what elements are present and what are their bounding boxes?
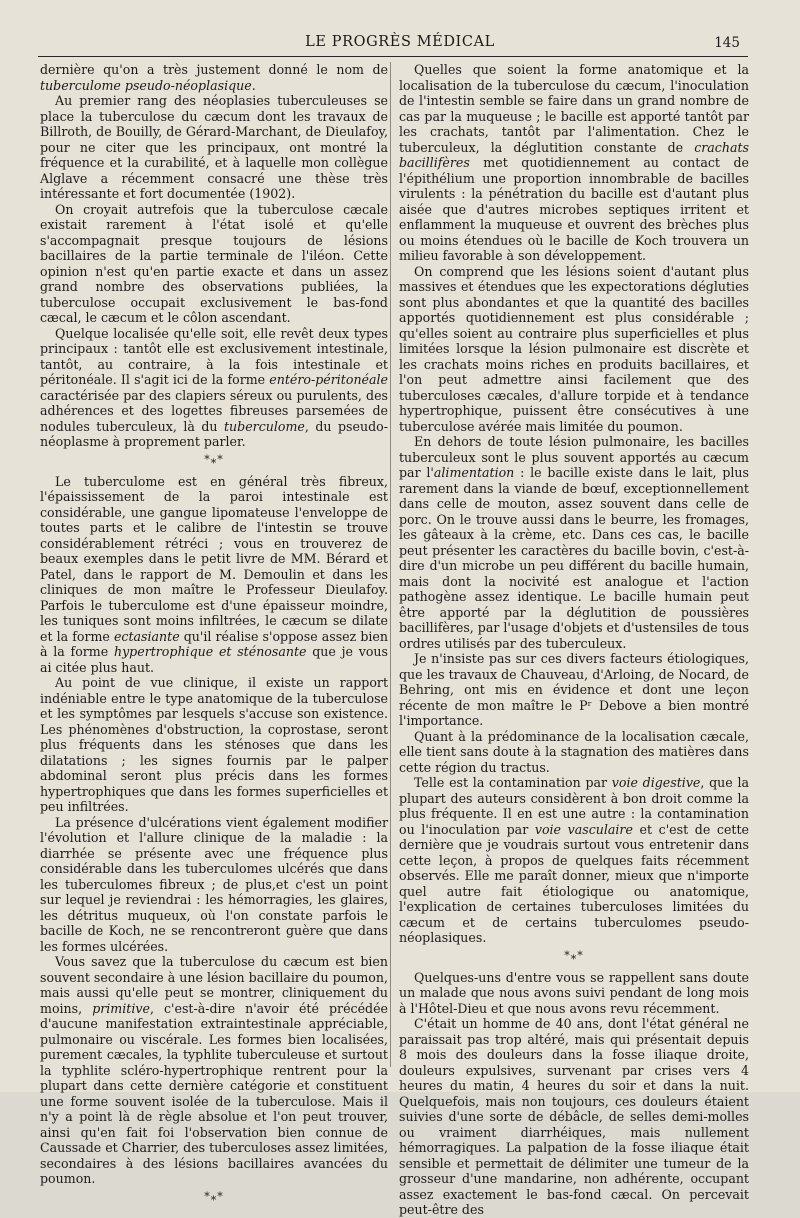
italic-term: crachats bacillifères bbox=[399, 139, 749, 170]
left-column bbox=[40, 62, 389, 1203]
right-column-paragraph: C'était un homme de 40 ans, dont l'état général ne paraissait pas trop altéré, mais qui présentait depuis 8 mois des douleurs dans la fosse iliaque droite, douleurs expulsives, survenant par crises vers 4 heures du matin, 4 heures du soir et dans la nuit. Quelquefois, mais non toujours, ces douleurs étaient suivies d'une sorte de débâcle, de selles demi-molles ou vraiment diarrhéiques, mais nullement hémorragiques. La palpation de la fosse iliaque était sensible et permettait de délimiter une tumeur de la grosseur d'une mandarine, non adhérente, occupant assez exactement le bas-fond cæcal. On percevait peut-être des bbox=[399, 1016, 749, 1217]
column-divider bbox=[390, 62, 391, 1067]
right-column-paragraph: Quant à la prédominance de la localisation cæcale, elle tient sans doute à la stagnation des matières dans cette région du tractus. bbox=[399, 728, 749, 775]
italic-term: entéro-péritonéale bbox=[269, 372, 388, 387]
journal-title: LE PROGRÈS MÉDICAL bbox=[305, 34, 495, 50]
right-column-paragraph: On comprend que les lésions soient d'autant plus massives et étendues que les expectorations dégluties sont plus abondantes et que la quantité des bacilles apportés quotidiennement est plus considérable ; qu'elles soient au contraire plus superficielles et plus limitées lorsque la lésion pulmonaire est discrète et les crachats moins riches en produits bacillaires, et l'on peut admettre ainsi facilement que des tuberculoses cæcales, d'allure torpide et à tendance hypertrophique, puissent être consécutives à une tuberculose avérée mais limitée du poumon. bbox=[399, 263, 749, 434]
italic-term: alimentation bbox=[433, 465, 515, 480]
left-column-paragraph: La présence d'ulcérations vient également modifier l'évolution et l'allure clinique de la maladie : la diarrhée se présente avec une fréquence plus considérable dans les tuberculomes ulcérés que dans les tuberculomes fibreux ; de plus,et c'est un point sur lequel je reviendrai : les hémorragies, les glaires, les détritus muqueux, où l'on constate parfois le bacille de Koch, ne se rencontreront guère que dans les formes ulcérées. bbox=[40, 814, 388, 954]
italic-term: tuberculome pseudo-néoplasique bbox=[40, 77, 252, 93]
page-number: 145 bbox=[714, 35, 740, 51]
right-column-paragraph: Quelques-uns d'entre vous se rappellent sans doute un malade que nous avons suivi pendant de long mois à l'Hôtel-Dieu et que nous avons revu récemment. bbox=[399, 969, 749, 1016]
left-column-paragraph: Au point de vue clinique, il existe un rapport indéniable entre le type anatomique de la tuberculose et les symptômes par lesquels s'accuse son existence. Les phénomènes d'obstruction, la coprostase, seront plus fréquents dans les sténoses que dans les dilatations ; les signes fournis par le palper abdominal seront plus précis dans les formes hypertrophiques que dans les formes superficielles et peu infiltrées. bbox=[40, 675, 388, 814]
left-column-paragraph: dernière qu'on a très justement donné le nom de tuberculome pseudo-néoplasique. bbox=[40, 62, 388, 93]
left-column-paragraph: Le tuberculome est en général très fibreux, l'épaississement de la paroi intestinale est considérable, une gangue lipomateuse l'enveloppe de toutes parts et le calibre de l'intestin se trouve considérablement rétréci ; vous en trouverez de beaux exemples dans le petit livre de MM. Bérard et Patel, dans le rapport de M. Demoulin et dans les cliniques de mon maître le Professeur Dieulafoy. Parfois le tuberculome est d'une épaisseur moindre, les tuniques sont moins infiltrées, le cæcum se dilate et la forme ectasiante qu'il réalise s'oppose assez bien à la forme hypertrophique et sténosante que je vous ai citée plus haut. bbox=[40, 473, 389, 675]
left-column-paragraph: Au premier rang des néoplasies tuberculeuses se place la tuberculose du cæcum dont les travaux de Billroth, de Bouilly, de Gérard-Marchant, de Dieulafoy, pour ne citer que les principaux, ont montré la fréquence et la curabilité, et à laquelle mon collègue Alglave a récemment consacré une thèse très intéressante et fort documentée (1902). bbox=[40, 93, 388, 201]
left-column-paragraph: On croyait autrefois que la tuberculose cæcale existait rarement à l'état isolé et qu'elle s'accompagnait presque toujours de lésions bacillaires de la partie terminale de l'iléon. Cette opinion n'est qu'en partie exacte et dans un assez grand nombre des observations publiées, la tuberculose occupait exclusivement le bas-fond cæcal, le cæcum et le côlon ascendant. bbox=[40, 201, 388, 325]
running-header bbox=[0, 30, 800, 54]
section-separator: *⁎* bbox=[204, 1189, 224, 1203]
italic-term: voie digestive bbox=[611, 775, 701, 790]
italic-term: primitive bbox=[92, 1000, 150, 1016]
right-column-paragraph: Quelles que soient la forme anatomique et la localisation de la tuberculose du cæcum, l'inoculation de l'intestin semble se faire dans un grand nombre de cas par la muqueuse ; le bacille est apporté tantôt par les crachats, tantôt par l'alimentation. Chez le tuberculeux, la déglutition constante de crachats bacillifères met quotidiennement au contact de l'épithélium une proportion innombrable de bacilles virulents : la pénétration du bacille est d'autant plus aisée que d'autres microbes septiques irritent et enflamment la muqueuse et ouvrent des brèches plus ou moins étendues où le bacille de Koch trouvera un milieu favorable à son développement. bbox=[399, 62, 749, 263]
right-column-paragraph: En dehors de toute lésion pulmonaire, les bacilles tuberculeux sont le plus souvent apportés au cæcum par l'alimentation : le bacille existe dans le lait, plus rarement dans la viande de bœuf, exceptionnellement dans celle de mouton, assez souvent dans celle de porc. On le trouve aussi dans le beurre, les fromages, les gâteaux à la crème, etc. Dans ces cas, le bacille peut présenter les caractères du bacille bovin, c'est-à-dire d'un microbe un peu différent du bacille humain, mais dont la nocivité est analogue et l'action pathogène assez identique. Le bacille humain peut être apporté par la déglutition de poussières bacillifères, par l'usage d'objets et d'ustensiles de tous ordres utilisés par des tuberculeux. bbox=[399, 434, 749, 651]
italic-term: ectasiante bbox=[113, 628, 180, 644]
left-column-paragraph: Vous savez que la tuberculose du cæcum est bien souvent secondaire à une lésion bacillaire du poumon, mais aussi qu'elle peut se montrer, cliniquement du moins, primitive, c'est-à-dire n'avoir été précédée d'aucune manifestation extraintestinale appréciable, pulmonaire ou viscérale. Les formes bien localisées, purement cæcales, la typhlite tuberculeuse et surtout la typhlite scléro-hypertrophique rentrent pour la plupart dans cette dernière catégorie et constituent une forme souvent isolée de la tuberculose. Mais il n'y a point là de règle absolue et l'on peut trouver, ainsi qu'en fait foi l'observation bien connue de Caussade et Charrier, des tuberculoses assez limitées, secondaires à des lésions bacillaires avancées du poumon. bbox=[40, 954, 388, 1186]
header-rule bbox=[38, 56, 748, 57]
italic-term: voie vasculaire bbox=[534, 821, 633, 837]
left-column-paragraph: Quelque localisée qu'elle soit, elle revêt deux types principaux : tantôt elle est exclusivement intestinale, tantôt, au contraire, à la fois intestinale et péritonéale. Il s'agit ici de la forme entéro-péritonéale caractérisée par des clapiers séreux ou purulents, des adhérences et des logettes fibreuses parsemées de nodules tuberculeux, là du tuberculome, du pseudo-néoplasme à proprement parler. bbox=[40, 325, 388, 449]
italic-term: tuberculome bbox=[223, 418, 305, 434]
right-column-paragraph: Je n'insiste pas sur ces divers facteurs étiologiques, que les travaux de Chauveau, d'Arloing, de Nocard, de Behring, ont mis en évidence et dont une leçon récente de mon maître le Pʳ Debove a bien montré l'importance. bbox=[399, 651, 749, 728]
right-column bbox=[399, 62, 749, 1217]
italic-term: hypertrophique et sténosante bbox=[113, 644, 307, 659]
right-column-paragraph: Telle est la contamination par voie digestive, que la plupart des auteurs considèrent à bon droit comme la plus fréquente. Il en est une autre : la contamination ou l'inoculation par voie vasculaire et c'est de cette dernière que je voudrais surtout vous entretenir dans cette leçon, à propos de quelques faits récemment observés. Elle me paraît donner, mieux que n'importe quel autre fait étiologique ou anatomique, l'explication de certaines tuberculoses limitées du cæcum et de certains tuberculomes pseudo-néoplasiques. bbox=[399, 775, 749, 945]
section-separator: *⁎* bbox=[564, 948, 584, 962]
section-separator: *⁎* bbox=[204, 452, 224, 466]
